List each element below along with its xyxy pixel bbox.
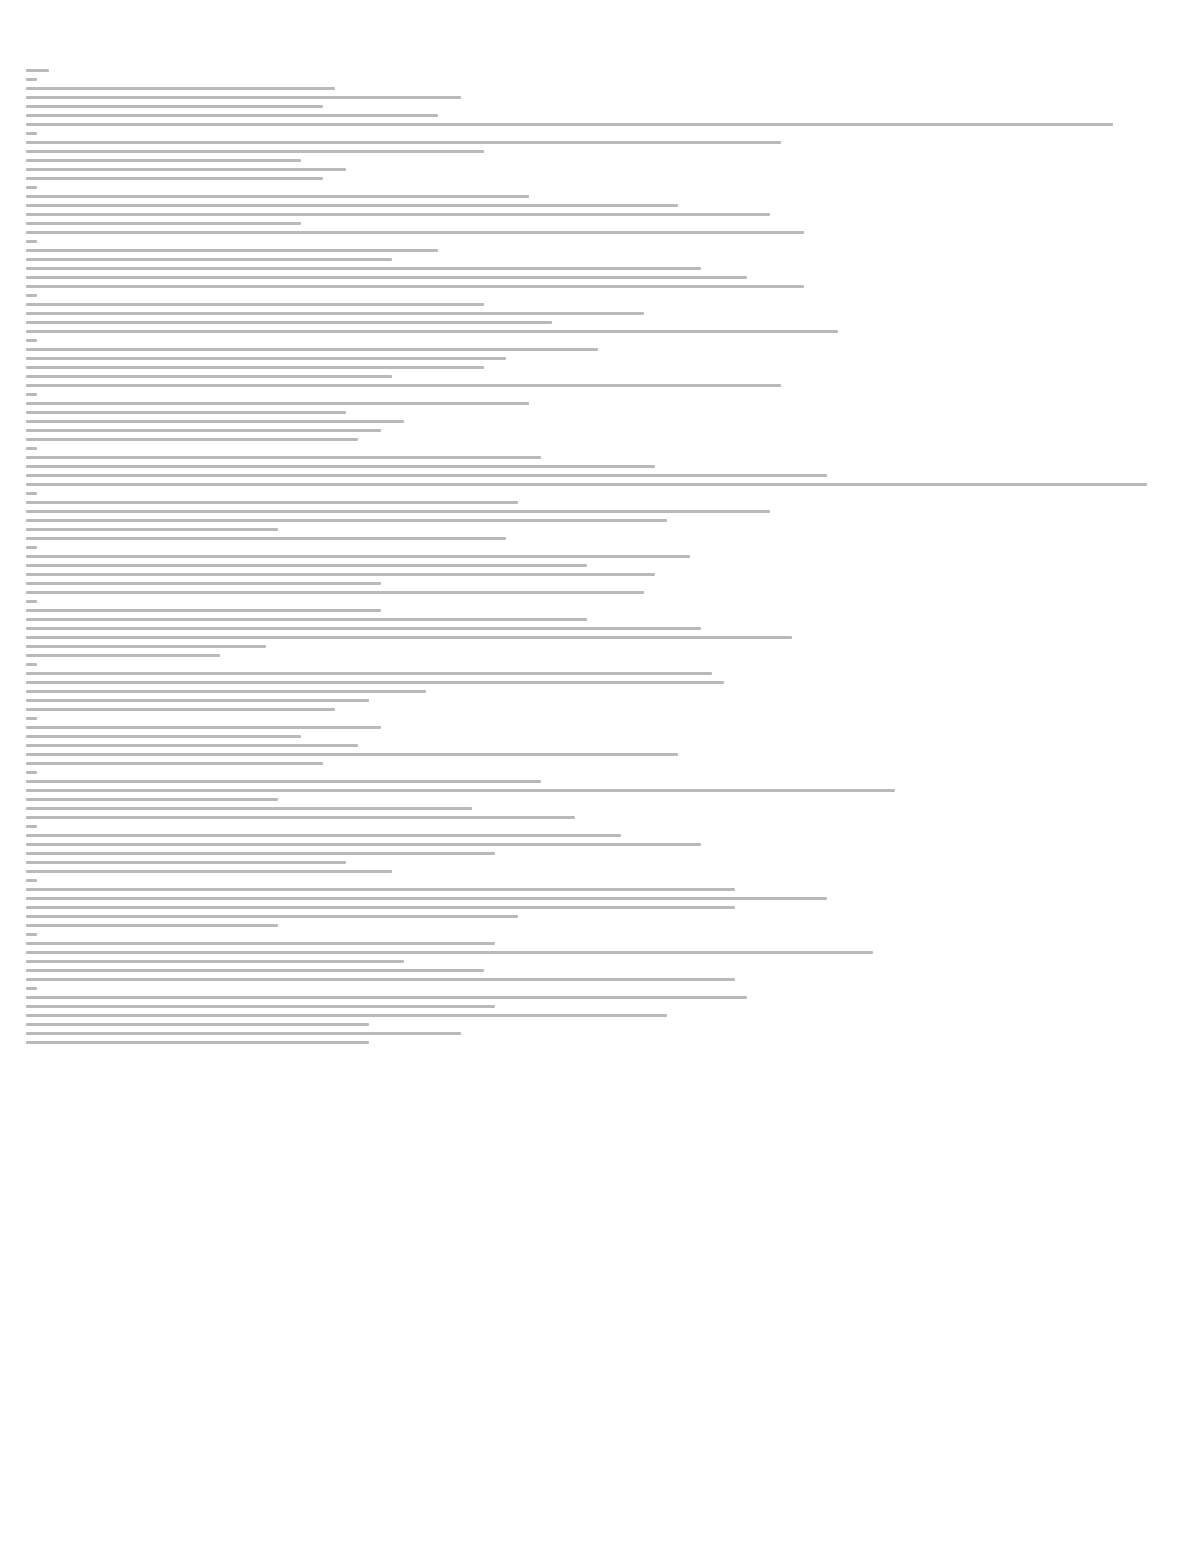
illegible-text-bar <box>26 681 724 684</box>
document-line <box>26 444 1170 453</box>
illegible-text-bar <box>26 195 529 198</box>
illegible-text-bar <box>26 339 37 342</box>
illegible-text-bar <box>26 708 335 711</box>
document-line <box>26 624 1170 633</box>
illegible-text-bar <box>26 798 278 801</box>
illegible-text-bar <box>26 519 667 522</box>
document-line <box>26 588 1170 597</box>
document-line <box>26 840 1170 849</box>
document-line <box>26 462 1170 471</box>
document-line <box>26 480 1170 489</box>
illegible-text-bar <box>26 78 37 81</box>
document-line <box>26 426 1170 435</box>
illegible-text-bar <box>26 762 323 765</box>
illegible-text-bar <box>26 618 587 621</box>
document-line <box>26 210 1170 219</box>
document-line <box>26 534 1170 543</box>
illegible-text-bar <box>26 870 392 873</box>
illegible-text-bar <box>26 168 346 171</box>
illegible-text-bar <box>26 861 346 864</box>
document-line <box>26 876 1170 885</box>
illegible-text-bar <box>26 276 747 279</box>
illegible-text-bar <box>26 888 735 891</box>
illegible-text-bar <box>26 906 735 909</box>
document-line <box>26 435 1170 444</box>
illegible-text-bar <box>26 375 392 378</box>
illegible-text-bar <box>26 528 278 531</box>
illegible-text-bar <box>26 546 37 549</box>
illegible-text-bar <box>26 366 484 369</box>
illegible-text-bar <box>26 843 701 846</box>
illegible-text-bar <box>26 411 346 414</box>
document-line <box>26 894 1170 903</box>
document-line <box>26 183 1170 192</box>
illegible-text-bar <box>26 924 278 927</box>
illegible-text-bar <box>26 159 301 162</box>
document-line <box>26 255 1170 264</box>
document-line <box>26 615 1170 624</box>
document-line <box>26 885 1170 894</box>
document-line <box>26 282 1170 291</box>
illegible-text-bar <box>26 420 404 423</box>
document-line <box>26 867 1170 876</box>
illegible-text-bar <box>26 348 598 351</box>
document-line <box>26 912 1170 921</box>
document-line <box>26 66 1170 75</box>
document-line <box>26 354 1170 363</box>
illegible-text-bar <box>26 330 838 333</box>
document-line <box>26 201 1170 210</box>
illegible-text-bar <box>26 429 381 432</box>
illegible-text-bar <box>26 852 495 855</box>
illegible-text-bar <box>26 501 518 504</box>
illegible-text-bar <box>26 735 301 738</box>
illegible-text-bar <box>26 465 655 468</box>
document-line <box>26 1020 1170 1029</box>
illegible-text-bar <box>26 96 461 99</box>
document-line <box>26 156 1170 165</box>
illegible-text-bar <box>26 105 323 108</box>
illegible-text-bar <box>26 690 426 693</box>
document-line <box>26 975 1170 984</box>
document-line <box>26 966 1170 975</box>
document-line <box>26 696 1170 705</box>
illegible-text-bar <box>26 69 49 72</box>
document-line <box>26 102 1170 111</box>
document-line <box>26 579 1170 588</box>
illegible-text-bar <box>26 213 770 216</box>
document-line <box>26 336 1170 345</box>
illegible-text-bar <box>26 357 506 360</box>
document-line <box>26 786 1170 795</box>
document-line <box>26 489 1170 498</box>
illegible-text-bar <box>26 942 495 945</box>
document-line <box>26 219 1170 228</box>
illegible-text-bar <box>26 717 37 720</box>
illegible-text-bar <box>26 564 587 567</box>
illegible-text-bar <box>26 150 484 153</box>
document-line <box>26 732 1170 741</box>
document-line <box>26 408 1170 417</box>
illegible-text-bar <box>26 627 701 630</box>
illegible-text-bar <box>26 591 644 594</box>
illegible-text-bar <box>26 573 655 576</box>
document-line <box>26 651 1170 660</box>
illegible-text-bar <box>26 933 37 936</box>
document-line <box>26 903 1170 912</box>
illegible-text-bar <box>26 537 506 540</box>
illegible-text-bar <box>26 132 37 135</box>
document-line <box>26 1029 1170 1038</box>
illegible-text-bar <box>26 1014 667 1017</box>
document-line <box>26 930 1170 939</box>
illegible-text-bar <box>26 510 770 513</box>
document-line <box>26 246 1170 255</box>
document-line <box>26 291 1170 300</box>
illegible-text-bar <box>26 996 747 999</box>
document-line <box>26 228 1170 237</box>
document-line <box>26 237 1170 246</box>
illegible-text-bar <box>26 438 358 441</box>
illegible-text-bar <box>26 384 781 387</box>
document-line <box>26 165 1170 174</box>
document-line <box>26 507 1170 516</box>
document-line <box>26 345 1170 354</box>
illegible-text-bar <box>26 1005 495 1008</box>
document-line <box>26 597 1170 606</box>
illegible-text-bar <box>26 393 37 396</box>
illegible-text-bar <box>26 258 392 261</box>
document-line <box>26 804 1170 813</box>
illegible-text-bar <box>26 402 529 405</box>
illegible-text-bar <box>26 816 575 819</box>
illegible-text-bar <box>26 204 678 207</box>
illegible-text-bar <box>26 222 301 225</box>
document-line <box>26 453 1170 462</box>
document-line <box>26 993 1170 1002</box>
illegible-text-bar <box>26 483 1147 486</box>
document-line <box>26 678 1170 687</box>
document-line <box>26 777 1170 786</box>
document-line <box>26 687 1170 696</box>
document-line <box>26 849 1170 858</box>
document-line <box>26 741 1170 750</box>
illegible-text-bar <box>26 951 873 954</box>
illegible-text-bar <box>26 240 37 243</box>
illegible-text-bar <box>26 789 895 792</box>
document-line <box>26 381 1170 390</box>
document-line <box>26 1038 1170 1047</box>
document-line <box>26 498 1170 507</box>
document-line <box>26 129 1170 138</box>
document-line <box>26 417 1170 426</box>
illegible-text-bar <box>26 726 381 729</box>
document-line <box>26 948 1170 957</box>
illegible-text-bar <box>26 879 37 882</box>
document-line <box>26 750 1170 759</box>
document-line <box>26 372 1170 381</box>
illegible-text-bar <box>26 177 323 180</box>
illegible-text-bar <box>26 492 37 495</box>
illegible-text-bar <box>26 654 220 657</box>
illegible-text-bar <box>26 123 1113 126</box>
document-line <box>26 147 1170 156</box>
illegible-text-bar <box>26 582 381 585</box>
document-line <box>26 471 1170 480</box>
document-line <box>26 552 1170 561</box>
document-line <box>26 642 1170 651</box>
document-line <box>26 138 1170 147</box>
illegible-text-bar <box>26 312 644 315</box>
document-line <box>26 813 1170 822</box>
illegible-text-bar <box>26 87 335 90</box>
illegible-text-bar <box>26 960 404 963</box>
document-line <box>26 516 1170 525</box>
illegible-text-bar <box>26 1023 369 1026</box>
illegible-text-bar <box>26 978 735 981</box>
illegible-text-bar <box>26 1032 461 1035</box>
illegible-text-bar <box>26 969 484 972</box>
illegible-text-bar <box>26 555 690 558</box>
illegible-text-bar <box>26 897 827 900</box>
illegible-text-bar <box>26 186 37 189</box>
illegible-text-bar <box>26 474 827 477</box>
document-line <box>26 858 1170 867</box>
illegible-text-bar <box>26 141 781 144</box>
document-line <box>26 84 1170 93</box>
document-line <box>26 606 1170 615</box>
illegible-text-bar <box>26 114 438 117</box>
document-line <box>26 318 1170 327</box>
illegible-text-bar <box>26 672 712 675</box>
illegible-text-bar <box>26 285 804 288</box>
document-line <box>26 543 1170 552</box>
document-line <box>26 399 1170 408</box>
illegible-text-bar <box>26 771 37 774</box>
document-line <box>26 309 1170 318</box>
illegible-text-bar <box>26 609 381 612</box>
illegible-text-bar <box>26 321 552 324</box>
document-line <box>26 120 1170 129</box>
document-line <box>26 390 1170 399</box>
illegible-text-bar <box>26 915 518 918</box>
document-line <box>26 705 1170 714</box>
illegible-text-bar <box>26 744 358 747</box>
illegible-text-bar <box>26 1041 369 1044</box>
document-line <box>26 831 1170 840</box>
document-line <box>26 327 1170 336</box>
document-line <box>26 570 1170 579</box>
document-line <box>26 1002 1170 1011</box>
illegible-text-bar <box>26 663 37 666</box>
illegible-text-bar <box>26 456 541 459</box>
document-line <box>26 273 1170 282</box>
illegible-text-bar <box>26 780 541 783</box>
document-line <box>26 363 1170 372</box>
illegible-text-bar <box>26 807 472 810</box>
illegible-text-bar <box>26 825 37 828</box>
document-line <box>26 93 1170 102</box>
document-line <box>26 264 1170 273</box>
illegible-text-bar <box>26 636 792 639</box>
document-line <box>26 723 1170 732</box>
illegible-text-bar <box>26 249 438 252</box>
illegible-text-bar <box>26 294 37 297</box>
illegible-text-bar <box>26 834 621 837</box>
document-line <box>26 669 1170 678</box>
document-line <box>26 768 1170 777</box>
illegible-text-bar <box>26 987 37 990</box>
illegible-text-bar <box>26 303 484 306</box>
document-line <box>26 660 1170 669</box>
document-line <box>26 111 1170 120</box>
document-line <box>26 300 1170 309</box>
document-line <box>26 759 1170 768</box>
document-line <box>26 561 1170 570</box>
illegible-text-bar <box>26 267 701 270</box>
document-text-block <box>26 66 1170 1047</box>
document-line <box>26 633 1170 642</box>
document-line <box>26 525 1170 534</box>
illegible-text-bar <box>26 753 678 756</box>
document-line <box>26 174 1170 183</box>
document-line <box>26 939 1170 948</box>
document-line <box>26 795 1170 804</box>
illegible-text-bar <box>26 645 266 648</box>
document-line <box>26 957 1170 966</box>
document-line <box>26 192 1170 201</box>
document-line <box>26 921 1170 930</box>
illegible-text-bar <box>26 699 369 702</box>
illegible-text-bar <box>26 447 37 450</box>
document-line <box>26 75 1170 84</box>
illegible-text-bar <box>26 231 804 234</box>
document-line <box>26 1011 1170 1020</box>
illegible-text-bar <box>26 600 37 603</box>
document-line <box>26 984 1170 993</box>
document-line <box>26 714 1170 723</box>
document-line <box>26 822 1170 831</box>
